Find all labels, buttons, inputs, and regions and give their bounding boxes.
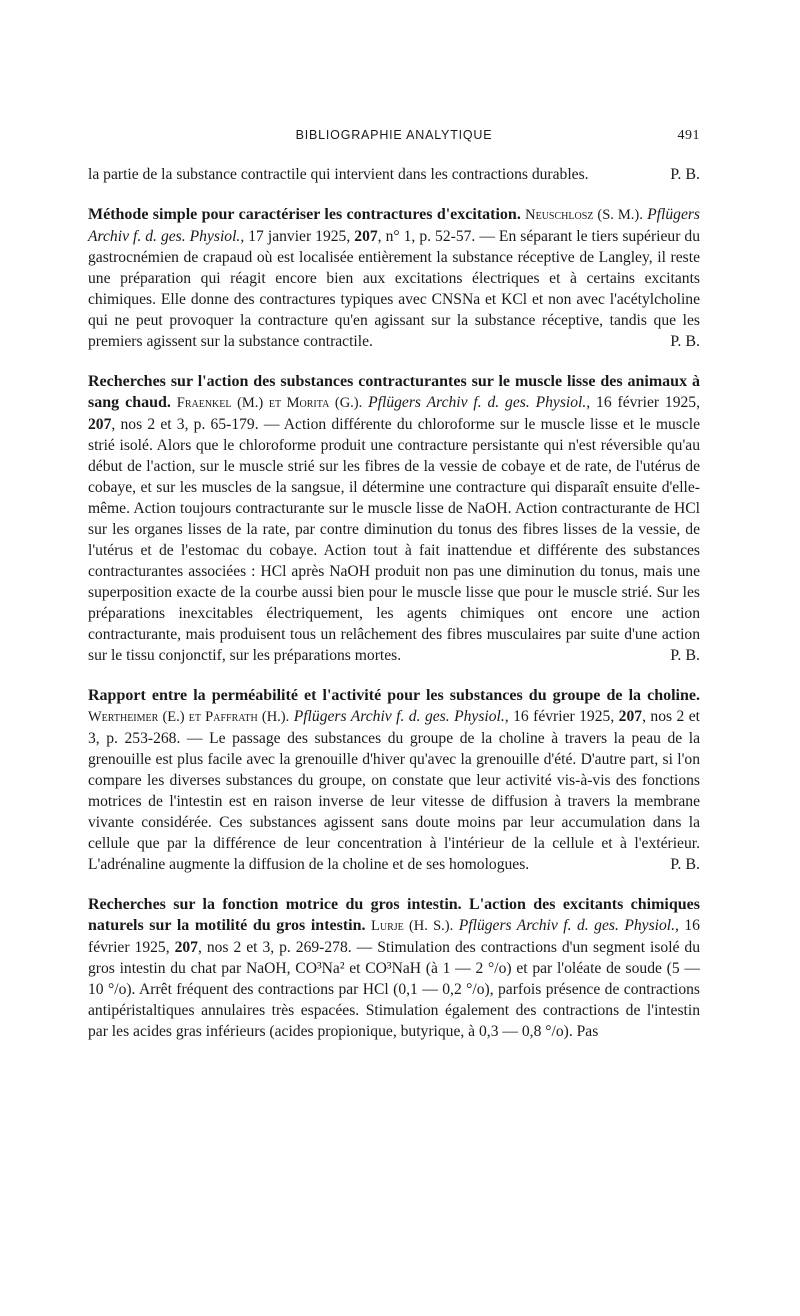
abstract-title: Recherches sur l'action des substances contracturantes sur le muscle lisse des animaux à sang chaud.	[88, 373, 700, 411]
citation-volume: 207	[88, 416, 112, 433]
citation-date: 17 janvier 1925,	[244, 228, 355, 245]
abstract-body: — Action différente du chloroforme sur le muscle lisse et le muscle strié isolé. Alors que le chloroforme produit une contracture persistante qui n'est réversible qu'au début de l'action, sur le muscle strié sur les fibres de la vessie de cobaye et de rate, de l'utérus de cobaye, et sur les muscles de la sangsue, il détermine une contracture qui disparaît ensuite d'elle-même. Action toujours contracturante sur le muscle lisse de NaOH. Action contracturante de HCl sur les organes lisses de la rate, par contre diminution du tonus des fibres lisses de la vessie, de l'utérus et de l'estomac du cobaye. Action tout à fait inattendue et différente des substances contracturantes associées : HCl après NaOH produit non pas une diminution du tonus, mais une superposition exacte de la courbe aussi bien pour le muscle lisse que pour le muscle strié. Sur les préparations inexcitables électriquement, les agents chimiques ont encore une action contracturante, mais produisent tous un relâchement des fibres musculaires par suite d'une action sur le tissu conjonctif, sur les préparations mortes.	[88, 416, 701, 664]
abstract-text	[88, 204, 700, 352]
citation-pages: , nos 2 et 3, p. 65-179.	[111, 416, 259, 433]
journal-name: Pflügers Archiv f. d. ges. Physiol.,	[293, 708, 509, 725]
abstract-entry	[88, 685, 700, 875]
abstract-title: Recherches sur la fonction motrice du gros intestin. L'action des excitants chimiques naturels sur la motilité du gros intestin.	[88, 896, 700, 934]
abstract-author: Wertheimer (E.) et Paffrath (H.).	[88, 709, 290, 725]
journal-name: Pflügers Archiv f. d. ges. Physiol.,	[458, 917, 679, 934]
abstract-text	[88, 164, 700, 185]
citation-pages: , nos 2 et 3, p. 253-268.	[88, 708, 701, 747]
citation-volume: 207	[618, 708, 643, 725]
citation-volume: 207	[354, 228, 378, 245]
journal-name: Pflügers Archiv f. d. ges. Physiol.,	[368, 394, 591, 411]
abstract-entry-continuation	[88, 164, 700, 185]
abstract-body: — Stimulation des contractions d'un segment isolé du gros intestin du chat par NaOH, CO³Na² et CO³NaH (à 1 — 2 °/o) et par l'oléate de soude (5 — 10 °/o). Arrêt fréquent des contractions par HCl (0,1 — 0,2 °/o), parfois présence de contractions antipéristaltiques annulaires très espacées. Stimulation également des contractions de l'intestin par les acides gras inférieurs (acides propionique, butyrique, à 0,3 — 0,8 °/o). Pas	[88, 939, 701, 1040]
document-page	[88, 128, 700, 1061]
page-number: 491	[677, 128, 700, 143]
abstract-title: Méthode simple pour caractériser les contractures d'excitation.	[88, 206, 521, 223]
abstract-text	[88, 685, 700, 875]
abstract-body: — En séparant le tiers supérieur du gastrocnémien de crapaud où est localisée entièrement la substance réceptive de Langley, il reste une préparation qui réagit encore bien aux excitations électriques et à certains excitants chimiques. Elle donne des contractures typiques avec CNSNa et KCl et non avec l'acétylcholine qui ne peut provoquer la contracture qu'en agissant sur la substance réceptive, tandis que les premiers agissent sur la substance contractile.	[88, 228, 700, 350]
abstract-title: Rapport entre la perméabilité et l'activité pour les substances du groupe de la choline.	[88, 687, 700, 704]
abstract-body: la partie de la substance contractile qui intervient dans les contractions durables.	[88, 166, 589, 183]
citation-pages: , n° 1, p. 52-57.	[377, 228, 476, 245]
abstract-signature: P. B.	[670, 166, 700, 183]
journal-name: Pflügers Archiv f. d. ges. Physiol.,	[88, 206, 700, 245]
abstract-entry	[88, 371, 700, 666]
running-title: BIBLIOGRAPHIE ANALYTIQUE	[295, 128, 493, 142]
citation-date: 16 février 1925,	[88, 917, 700, 956]
abstract-entry	[88, 204, 700, 352]
abstract-entry	[88, 894, 700, 1042]
abstract-author: Neuschlosz (S. M.).	[525, 207, 643, 223]
abstract-author: Lurje (H. S.).	[371, 918, 454, 934]
abstract-signature: P. B.	[670, 856, 700, 873]
abstract-text	[88, 894, 700, 1042]
citation-date: 16 février 1925,	[508, 708, 619, 725]
abstract-author: Fraenkel (M.) et Morita (G.).	[176, 395, 363, 411]
citation-date: 16 février 1925,	[590, 394, 701, 411]
running-header	[88, 128, 700, 150]
abstract-text	[88, 371, 700, 666]
abstract-signature: P. B.	[670, 333, 700, 350]
citation-volume: 207	[174, 939, 198, 956]
abstract-signature: P. B.	[670, 647, 700, 664]
abstract-body: — Le passage des substances du groupe de la choline à travers la peau de la grenouille est plus facile avec la grenouille d'hiver qu'avec la grenouille d'été. D'autre part, si l'on compare les diverses substances du groupe, on constate que leur activité vis-à-vis des fonctions motrices de l'intestin est en raison inverse de leur vitesse de diffusion à travers la membrane vivante considérée. Ces substances agissent sans doute moins par leur accumulation dans la cellule que par la différence de leur concentration à l'intérieur de la cellule et à l'extérieur. L'adrénaline augmente la diffusion de la choline et de ses homologues.	[88, 730, 700, 873]
citation-pages: , nos 2 et 3, p. 269-278.	[197, 939, 352, 956]
